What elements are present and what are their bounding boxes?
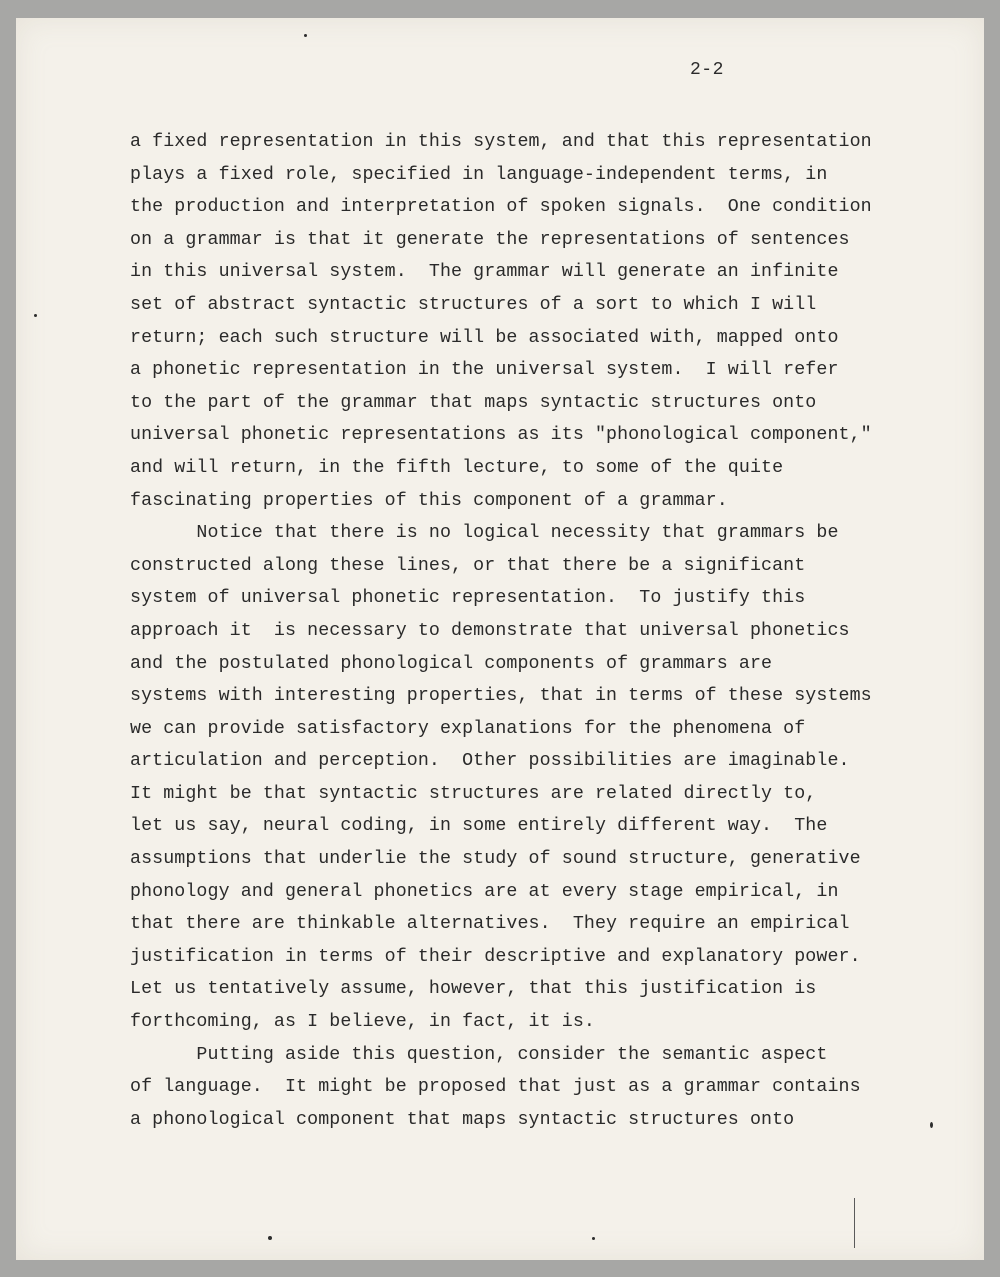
text-line: a phonetic representation in the universal system. I will refer <box>130 360 839 381</box>
paper-speck <box>304 34 307 37</box>
text-line: It might be that syntactic structures are related directly to, <box>130 783 817 804</box>
text-line: approach it is necessary to demonstrate that universal phonetics <box>130 620 850 641</box>
paper-speck <box>268 1236 272 1240</box>
margin-pencil-mark <box>854 1198 855 1248</box>
text-line: phonology and general phonetics are at every stage empirical, in <box>130 881 839 902</box>
paper-speck <box>592 1237 595 1240</box>
text-line: and the postulated phonological components of grammars are <box>130 653 773 674</box>
text-line: we can provide satisfactory explanations for the phenomena of <box>130 718 806 739</box>
text-line: and will return, in the fifth lecture, to some of the quite <box>130 457 784 478</box>
text-line: Putting aside this question, consider the semantic aspect <box>130 1044 828 1065</box>
text-line: a fixed representation in this system, and that this representation <box>130 132 872 152</box>
paper-speck <box>34 314 37 317</box>
text-line: system of universal phonetic representation. To justify this <box>130 588 806 609</box>
text-line: fascinating properties of this component of a grammar. <box>130 490 728 511</box>
text-line: Notice that there is no logical necessity that grammars be <box>130 523 839 544</box>
text-line: Let us tentatively assume, however, that this justification is <box>130 979 817 1000</box>
text-line: on a grammar is that it generate the representations of sentences <box>130 229 850 250</box>
body-text <box>130 126 930 1136</box>
text-line: set of abstract syntactic structures of a sort to which I will <box>130 294 817 315</box>
text-line: plays a fixed role, specified in language-independent terms, in <box>130 164 828 185</box>
page-number: 2-2 <box>690 60 724 80</box>
text-line: to the part of the grammar that maps syntactic structures onto <box>130 392 817 413</box>
text-line: that there are thinkable alternatives. They require an empirical <box>130 914 850 935</box>
text-line: a phonological component that maps syntactic structures onto <box>130 1109 795 1130</box>
text-line: let us say, neural coding, in some entirely different way. The <box>130 816 828 837</box>
text-line: in this universal system. The grammar will generate an infinite <box>130 262 839 283</box>
paper-speck <box>930 1122 933 1128</box>
text-line: systems with interesting properties, that in terms of these systems <box>130 686 872 707</box>
text-line: universal phonetic representations as its "phonological component," <box>130 425 872 446</box>
text-line: articulation and perception. Other possibilities are imaginable. <box>130 751 850 772</box>
text-line: return; each such structure will be associated with, mapped onto <box>130 327 839 348</box>
text-line: assumptions that underlie the study of sound structure, generative <box>130 849 861 870</box>
text-line: the production and interpretation of spoken signals. One condition <box>130 197 872 218</box>
text-line: constructed along these lines, or that there be a significant <box>130 555 806 576</box>
text-line: of language. It might be proposed that just as a grammar contains <box>130 1077 861 1098</box>
text-line: justification in terms of their descriptive and explanatory power. <box>130 946 861 967</box>
text-line: forthcoming, as I believe, in fact, it is. <box>130 1012 595 1033</box>
